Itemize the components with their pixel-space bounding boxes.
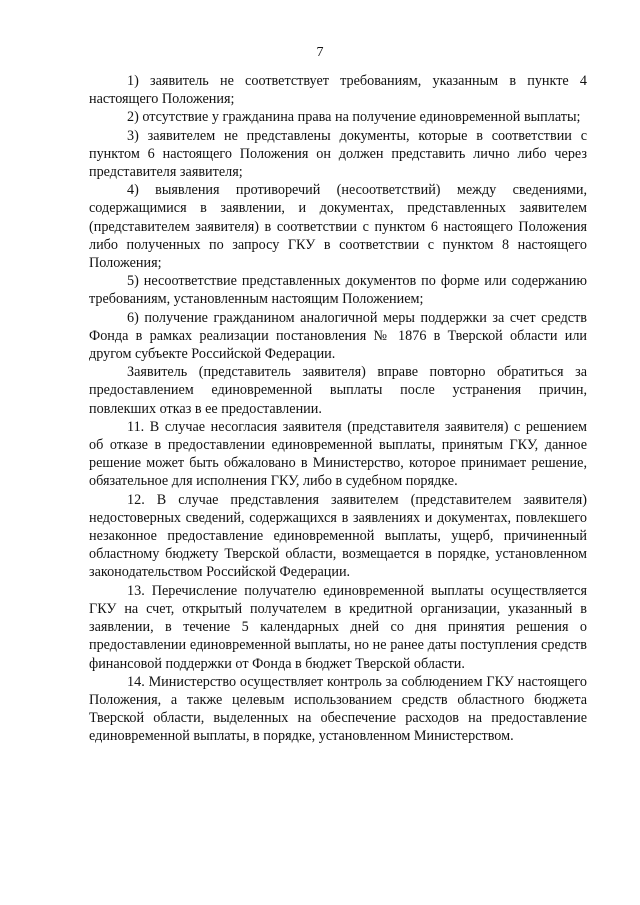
paragraph-item-4-contradictions: 4) выявления противоречий (несоответствий) между сведениями, содержащимися в заявлении, и документах, представленных заявителем (представителем заявителя) в соответствии с пунктом 6 настоящего Положения либо полученных по запросу ГКУ в соответствии с пунктом 8 настоящего Положения;	[89, 182, 587, 272]
paragraph-item-3-missing-documents: 3) заявителем не представлены документы, которые в соответствии с пунктом 6 настоящего Положения он должен представить лично либо через представителя заявителя;	[89, 127, 587, 181]
paragraph-section-13: 13. Перечисление получателю единовременной выплаты осуществляется ГКУ на счет, открытый получателем в кредитной организации, указанный в заявлении, в течение 5 календарных дней со дня принятия решения о предоставлении единовременной выплаты, но не ранее даты поступления средств финансовой поддержки от Фонда в бюджет Тверской области.	[89, 582, 587, 672]
document-body	[89, 72, 587, 746]
paragraph-item-5-form-mismatch: 5) несоответствие представленных документов по форме или содержанию требованиям, установленным настоящим Положением;	[89, 273, 587, 308]
paragraph-item-2-no-right: 2) отсутствие у гражданина права на получение единовременной выплаты;	[127, 109, 581, 126]
paragraph-section-12: 12. В случае представления заявителем (представителем заявителя) недостоверных сведений, содержащихся в заявлениях и документах, повлекшего незаконное предоставление единовременной выплаты, ущерб, причиненный областному бюджету Тверской области, возмещается в порядке, установленном законодательством Российской Федерации.	[89, 491, 587, 581]
paragraph-reapplication: Заявитель (представитель заявителя) вправе повторно обратиться за предоставлением единовременной выплаты после устранения причин, повлекших отказ в ее предоставлении.	[89, 364, 587, 417]
page-number: 7	[316, 45, 324, 60]
paragraph-item-6-duplicate-support: 6) получение гражданином аналогичной меры поддержки за счет средств Фонда в рамках реализации постановления № 1876 в Тверской области или другом субъекте Российской Федерации.	[89, 309, 587, 363]
paragraph-item-1-nonconformity: 1) заявитель не соответствует требованиям, указанным в пункте 4 настоящего Положения;	[89, 73, 587, 108]
paragraph-section-11: 11. В случае несогласия заявителя (представителя заявителя) с решением об отказе в предоставлении единовременной выплаты, принятым ГКУ, данное решение может быть обжаловано в Министерство, которое принимает решение, обязательное для исполнения ГКУ, либо в судебном порядке.	[89, 418, 587, 490]
paragraph-section-14: 14. Министерство осуществляет контроль за соблюдением ГКУ настоящего Положения, а также целевым использованием средств областного бюджета Тверской области, выделенных на обеспечение расходов на предоставление единовременной выплаты, в порядке, установленном Министерством.	[89, 673, 587, 745]
